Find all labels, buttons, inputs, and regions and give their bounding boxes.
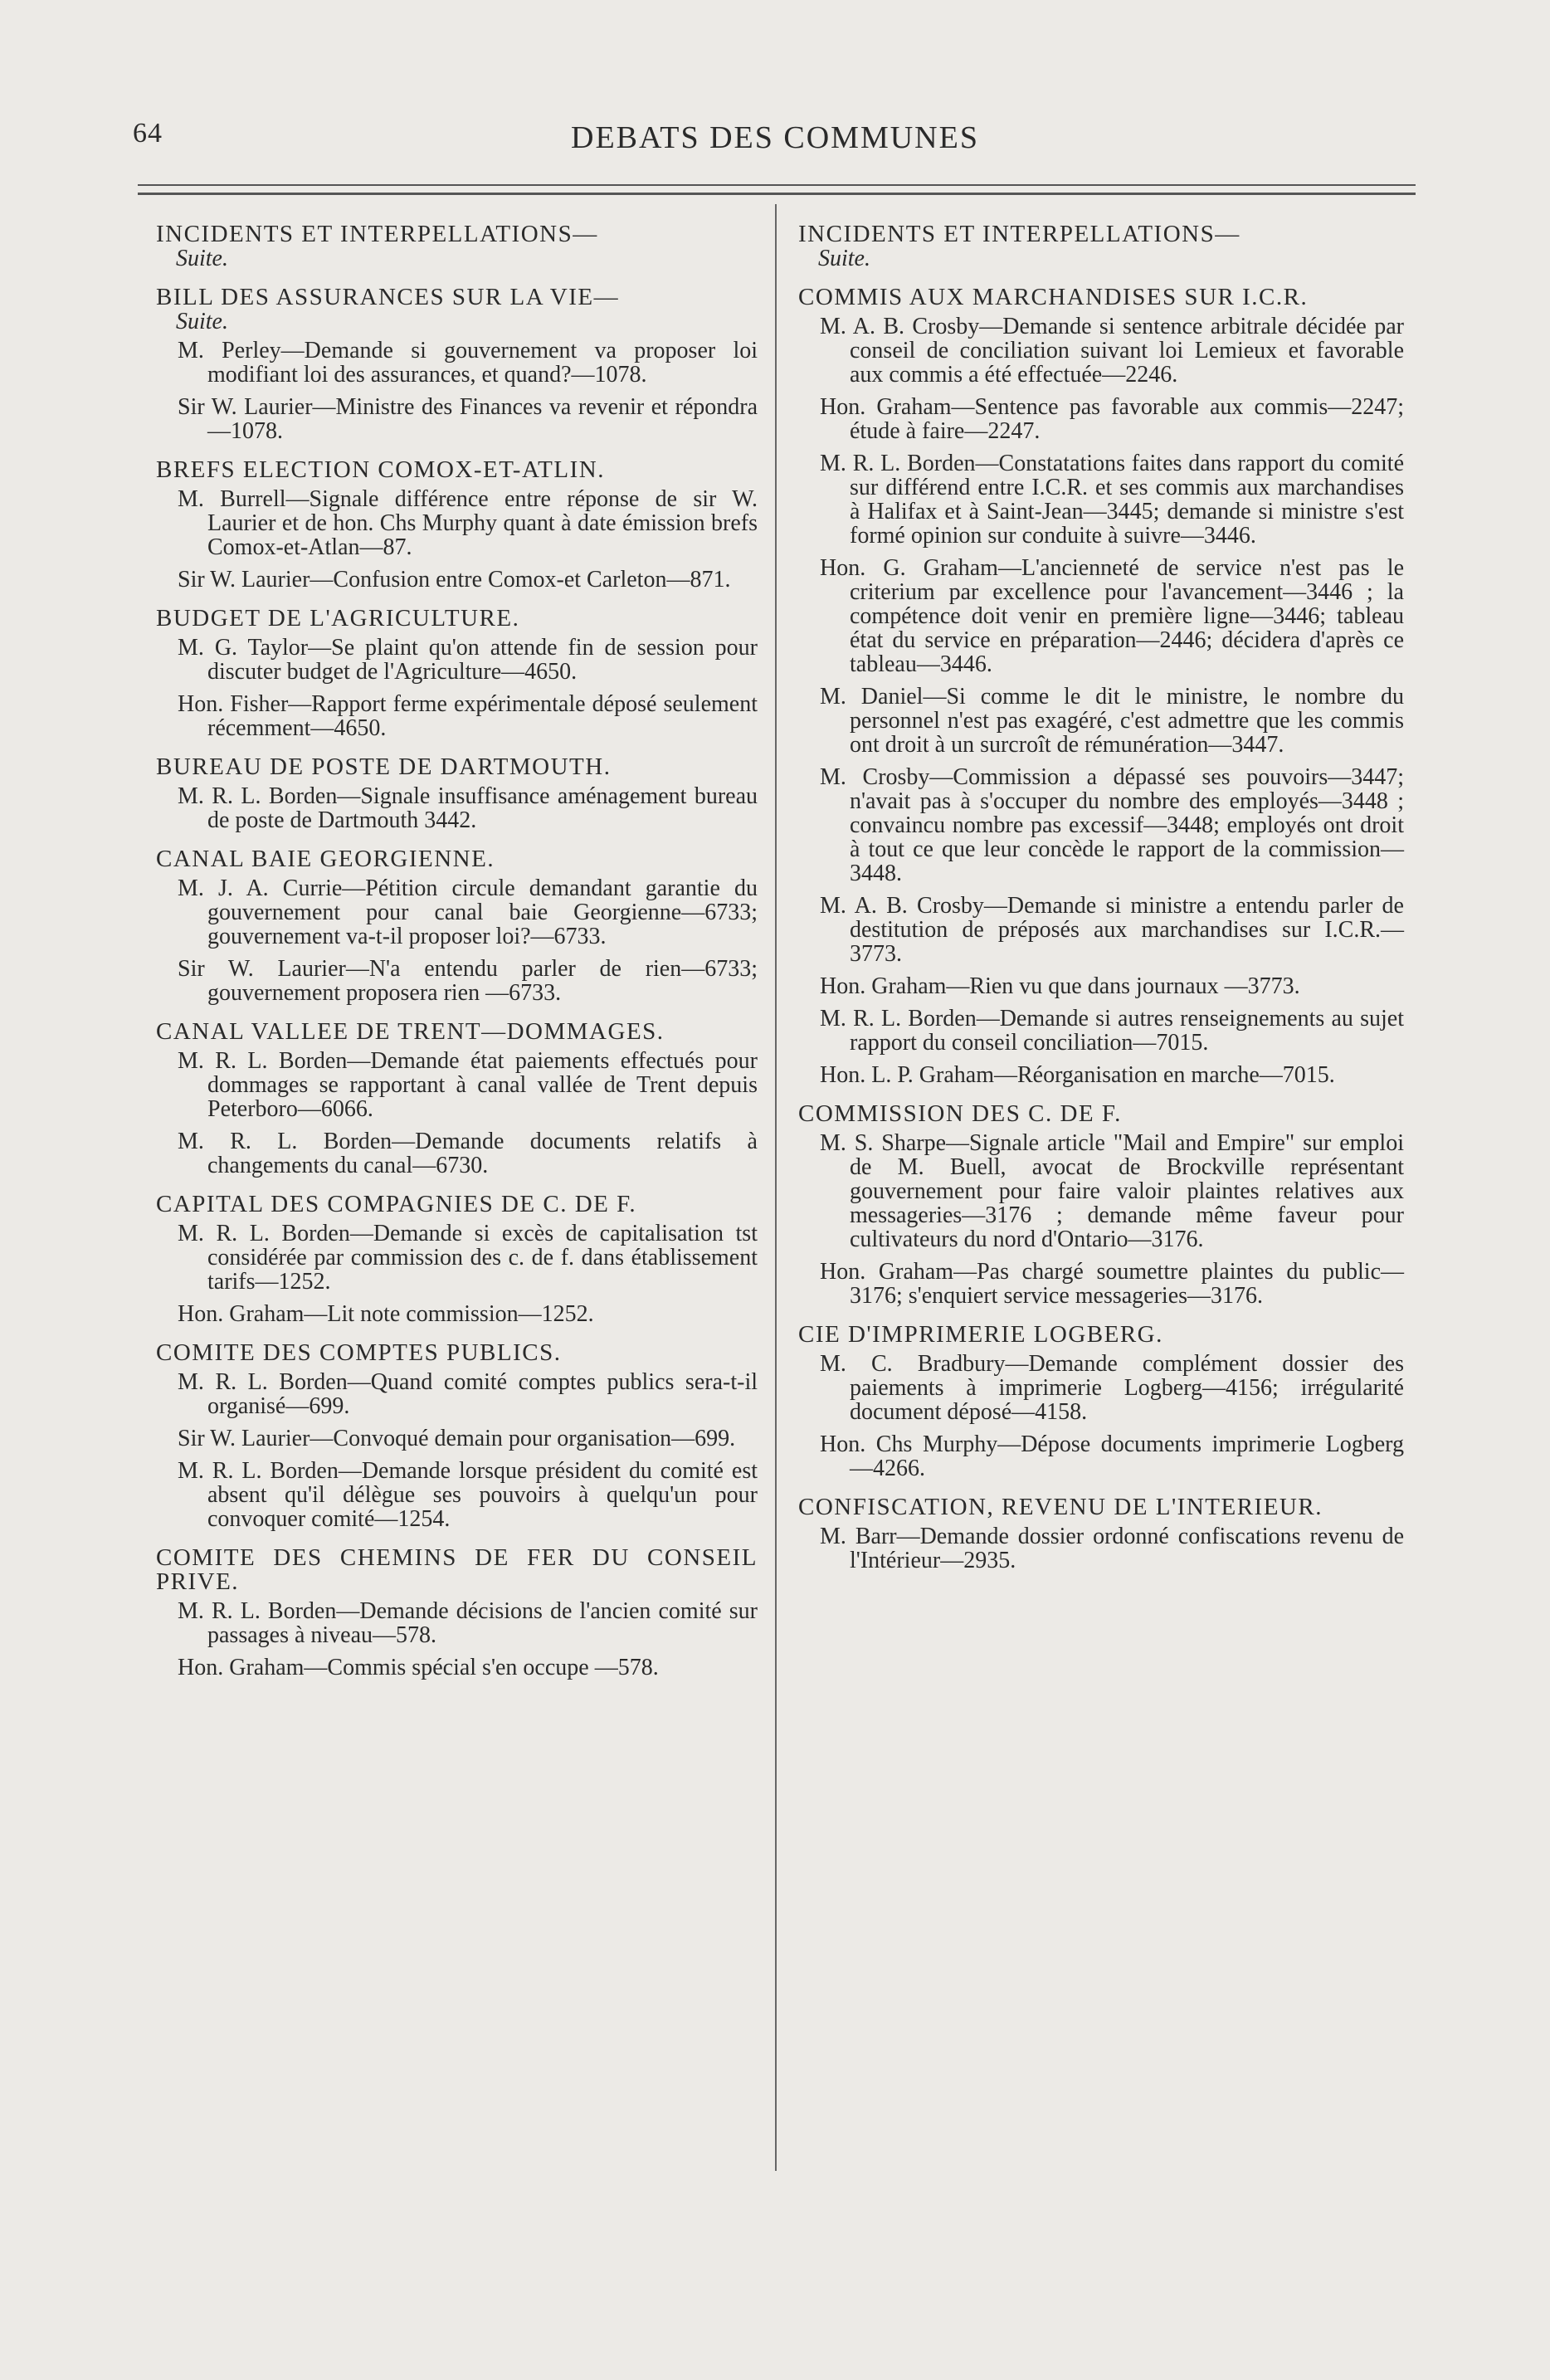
section-heading: CAPITAL DES COMPAGNIES DE C. DE F.: [156, 1191, 637, 1217]
index-entry: Hon. Graham—Pas chargé soumettre plaintes du public—3176; s'enquiert service messageries—3176.: [820, 1259, 1404, 1309]
index-entry: M. R. L. Borden—Demande état paiements effectués pour dommages se rapportant à canal vallée de Trent depuis Peterboro—6066.: [178, 1048, 758, 1122]
index-entry: M. R. L. Borden—Demande décisions de l'ancien comité sur passages à niveau—578.: [178, 1598, 758, 1648]
index-entry: Hon. Graham—Rien vu que dans journaux —3773.: [820, 973, 1300, 999]
index-section: [156, 222, 758, 271]
index-entry: Hon. Graham—Lit note commission—1252.: [178, 1301, 594, 1327]
index-section: [798, 1495, 1404, 1573]
index-entry: Sir W. Laurier—Ministre des Finances va revenir et répondra—1078.: [178, 394, 758, 444]
index-section: [156, 607, 758, 740]
page-number: 64: [133, 118, 163, 149]
header-rule: [138, 184, 1416, 186]
section-heading: COMITE DES CHEMINS DE FER DU CONSEIL PRIVE.: [156, 1544, 758, 1595]
right-column: [798, 222, 1404, 1587]
section-heading: CIE D'IMPRIMERIE LOGBERG.: [798, 1321, 1163, 1348]
index-section: [156, 458, 758, 592]
index-entry: Hon. G. Graham—L'ancienneté de service n'est pas le criterium par excellence pour l'avancement—3446 ; la compétence doit venir en première ligne—3446; tableau état du service en préparation—2446; décidera d'après ce tableau—3446.: [820, 555, 1404, 677]
index-entry: Hon. Chs Murphy—Dépose documents imprimerie Logberg—4266.: [820, 1431, 1404, 1481]
section-heading: BREFS ELECTION COMOX-ET-ATLIN.: [156, 456, 605, 483]
section-subheading: Suite.: [818, 246, 870, 271]
index-entry: Hon. Fisher—Rapport ferme expérimentale déposé seulement récemment—4650.: [178, 691, 758, 741]
index-section: [156, 1020, 758, 1178]
index-section: [798, 222, 1404, 271]
section-subheading: Suite.: [176, 309, 228, 334]
index-section: [798, 285, 1404, 1087]
index-entry: M. A. B. Crosby—Demande si ministre a entendu parler de destitution de préposés aux marchandises sur I.C.R.—3773.: [820, 893, 1404, 967]
section-heading: BUDGET DE L'AGRICULTURE.: [156, 605, 520, 632]
section-heading: COMMISSION DES C. DE F.: [798, 1100, 1122, 1127]
section-heading: INCIDENTS ET INTERPELLATIONS—: [156, 221, 598, 247]
index-section: [156, 755, 758, 832]
index-section: [156, 1546, 758, 1680]
index-entry: M. R. L. Borden—Demande lorsque président du comité est absent qu'il délègue ses pouvoirs à quelqu'un pour convoquer comité—1254.: [178, 1458, 758, 1532]
index-entry: M. Perley—Demande si gouvernement va proposer loi modifiant loi des assurances, et quand?—1078.: [178, 338, 758, 388]
index-entry: M. R. L. Borden—Demande documents relatifs à changements du canal—6730.: [178, 1129, 758, 1178]
index-entry: Hon. Graham—Sentence pas favorable aux commis—2247; étude à faire—2247.: [820, 394, 1404, 444]
index-entry: M. R. L. Borden—Signale insuffisance aménagement bureau de poste de Dartmouth 3442.: [178, 783, 758, 833]
section-subheading: Suite.: [176, 246, 228, 271]
left-column: [156, 222, 758, 1695]
index-section: [156, 1341, 758, 1531]
section-heading: CONFISCATION, REVENU DE L'INTERIEUR.: [798, 1494, 1323, 1520]
index-section: [156, 1192, 758, 1326]
index-entry: M. R. L. Borden—Demande si excès de capitalisation tst considérée par commission des c. de f. dans établissement tarifs—1252.: [178, 1221, 758, 1295]
section-heading: BILL DES ASSURANCES SUR LA VIE—: [156, 284, 620, 310]
index-entry: M. Crosby—Commission a dépassé ses pouvoirs—3447; n'avait pas à s'occuper du nombre des employés—3448 ; convaincu nombre pas excessif—3448; employés ont droit à tout ce que leur concède le rapport de la commission—3448.: [820, 764, 1404, 886]
index-section: [798, 1323, 1404, 1480]
section-heading: INCIDENTS ET INTERPELLATIONS—: [798, 221, 1240, 247]
index-entry: Sir W. Laurier—Convoqué demain pour organisation—699.: [178, 1426, 736, 1451]
section-heading: CANAL VALLEE DE TRENT—DOMMAGES.: [156, 1018, 665, 1045]
index-entry: M. R. L. Borden—Demande si autres renseignements au sujet rapport du conseil conciliation—7015.: [820, 1006, 1404, 1056]
running-head-title: DEBATS DES COMMUNES: [571, 120, 979, 155]
index-entry: M. C. Bradbury—Demande complément dossier des paiements à imprimerie Logberg—4156; irrégularité document déposé—4158.: [820, 1351, 1404, 1425]
index-entry: M. Daniel—Si comme le dit le ministre, le nombre du personnel n'est pas exagéré, c'est admettre que les commis ont droit à un surcroît de rémunération—3447.: [820, 684, 1404, 758]
index-section: [798, 1102, 1404, 1308]
index-entry: M. A. B. Crosby—Demande si sentence arbitrale décidée par conseil de conciliation suivant loi Lemieux et favorable aux commis a été effectuée—2246.: [820, 314, 1404, 388]
header-rule-double: [138, 193, 1416, 195]
index-section: [156, 285, 758, 443]
index-entry: M. S. Sharpe—Signale article "Mail and Empire" sur emploi de M. Buell, avocat de Brockville représentant gouvernement pour faire valoir plaintes relatives aux messageries—3176 ; demande même faveur pour cultivateurs du nord d'Ontario—3176.: [820, 1130, 1404, 1252]
index-entry: Sir W. Laurier—N'a entendu parler de rien—6733; gouvernement proposera rien —6733.: [178, 956, 758, 1006]
index-section: [156, 847, 758, 1005]
section-heading: CANAL BAIE GEORGIENNE.: [156, 846, 495, 872]
index-entry: Hon. L. P. Graham—Réorganisation en marche—7015.: [820, 1062, 1335, 1088]
section-heading: COMITE DES COMPTES PUBLICS.: [156, 1339, 562, 1366]
index-entry: M. R. L. Borden—Constatations faites dans rapport du comité sur différend entre I.C.R. et ses commis aux marchandises à Halifax et à Saint-Jean—3445; demande si ministre s'est formé opinion sur conduite à suivre—3446.: [820, 451, 1404, 549]
index-entry: M. G. Taylor—Se plaint qu'on attende fin de session pour discuter budget de l'Agriculture—4650.: [178, 635, 758, 685]
index-entry: M. J. A. Currie—Pétition circule demandant garantie du gouvernement pour canal baie Georgienne—6733; gouvernement va-t-il proposer loi?—6733.: [178, 875, 758, 949]
index-entry: Sir W. Laurier—Confusion entre Comox-et Carleton—871.: [178, 567, 731, 593]
column-divider: [775, 204, 777, 2171]
index-entry: M. R. L. Borden—Quand comité comptes publics sera-t-il organisé—699.: [178, 1369, 758, 1419]
index-entry: Hon. Graham—Commis spécial s'en occupe —578.: [178, 1655, 659, 1680]
section-heading: BUREAU DE POSTE DE DARTMOUTH.: [156, 754, 612, 780]
index-entry: M. Barr—Demande dossier ordonné confiscations revenu de l'Intérieur—2935.: [820, 1524, 1404, 1573]
section-heading: COMMIS AUX MARCHANDISES SUR I.C.R.: [798, 284, 1309, 310]
index-entry: M. Burrell—Signale différence entre réponse de sir W. Laurier et de hon. Chs Murphy quant à date émission brefs Comox-et-Atlan—87.: [178, 486, 758, 560]
